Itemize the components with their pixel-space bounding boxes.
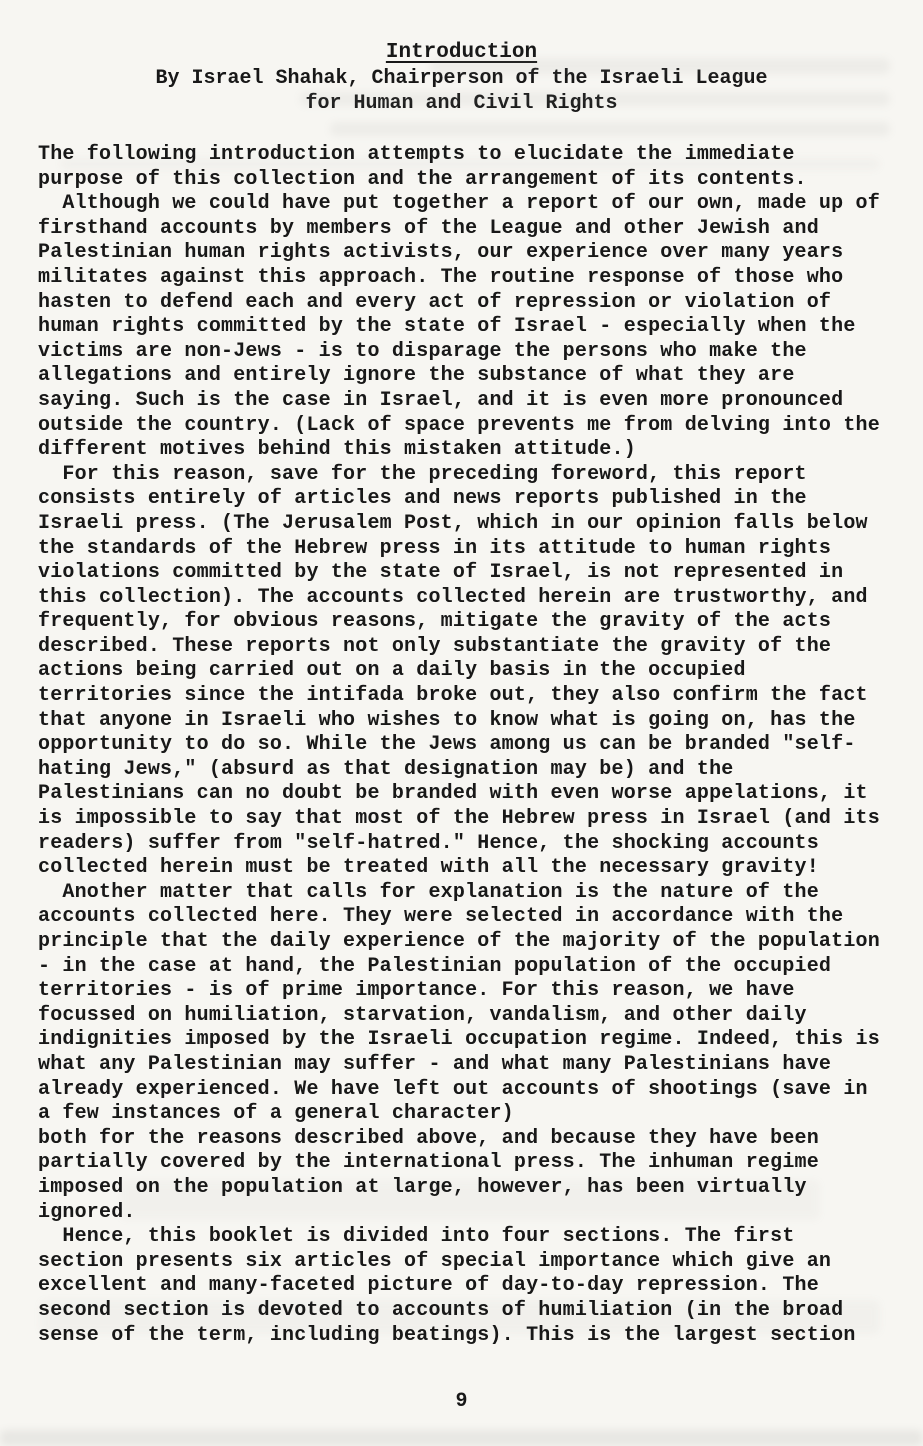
byline-line-1: By Israel Shahak, Chairperson of the Israeli League (155, 67, 768, 90)
text-line: indignities imposed by the Israeli occupation regime. Indeed, this is (38, 1028, 880, 1052)
text-line: territories since the intifada broke out, they also confirm the fact (38, 684, 868, 708)
text-line: ignored. (38, 1200, 136, 1224)
text-line: opportunity to do so. While the Jews among us can be branded "self- (38, 733, 856, 757)
text-line: frequently, for obvious reasons, mitigate the gravity of the acts (38, 610, 832, 634)
text-line: purpose of this collection and the arrangement of its contents. (38, 167, 807, 191)
text-line: territories - is of prime importance. For this reason, we have (38, 979, 795, 1003)
text-line: sense of the term, including beatings). This is the largest section (38, 1323, 856, 1347)
text-line: imposed on the population at large, however, has been virtually (38, 1175, 807, 1199)
text-line: The following introduction attempts to elucidate the immediate (38, 143, 795, 166)
text-line: described. These reports not only substantiate the gravity of the (38, 634, 832, 658)
text-line: a few instances of a general character) (38, 1102, 514, 1126)
text-line: Palestinians can no doubt be branded with even worse appelations, it (38, 782, 868, 806)
scan-edge-shadow (0, 1430, 923, 1446)
document-title: Introduction (385, 41, 538, 64)
text-line: that anyone in Israeli who wishes to know what is going on, has the (38, 708, 856, 732)
text-line: Israeli press. (The Jerusalem Post, which in our opinion falls below (38, 511, 868, 535)
text-line: victims are non-Jews - is to disparage the persons who make the (38, 339, 807, 363)
text-line: already experienced. We have left out accounts of shootings (save in (38, 1077, 868, 1101)
text-line: For this reason, save for the preceding foreword, this report (38, 462, 807, 486)
text-line: section presents six articles of special importance which give an (38, 1249, 832, 1273)
text-line: readers) suffer from "self-hatred." Hence, the shocking accounts (38, 831, 819, 855)
text-line: violations committed by the state of Israel, is not represented in (38, 561, 844, 585)
body-text (38, 143, 898, 1348)
text-line: Although we could have put together a report of our own, made up of (38, 192, 880, 216)
text-line: actions being carried out on a daily basis in the occupied (38, 659, 746, 683)
text-line: outside the country. (Lack of space prevents me from delving into the (38, 413, 880, 437)
text-line: both for the reasons described above, and because they have been (38, 1126, 819, 1150)
page-title (0, 0, 923, 66)
text-line: partially covered by the international press. The inhuman regime (38, 1151, 819, 1175)
text-line: consists entirely of articles and news reports published in the (38, 487, 807, 511)
bleedthrough-artifact (330, 122, 890, 136)
text-line: the standards of the Hebrew press in its attitude to human rights (38, 536, 832, 560)
text-line: focussed on humiliation, starvation, vandalism, and other daily (38, 1003, 807, 1027)
text-line: collected herein must be treated with all the necessary gravity! (38, 856, 819, 880)
text-line: hasten to defend each and every act of repression or violation of (38, 290, 832, 314)
text-line: allegations and entirely ignore the substance of what they are (38, 364, 795, 388)
text-line: human rights committed by the state of Israel - especially when the (38, 315, 856, 339)
text-line: Hence, this booklet is divided into four sections. The first (38, 1225, 795, 1249)
page-number: 9 (455, 1390, 468, 1413)
text-line: this collection). The accounts collected herein are trustworthy, and (38, 585, 868, 609)
text-line: Another matter that calls for explanation is the nature of the (38, 880, 819, 904)
text-line: firsthand accounts by members of the League and other Jewish and (38, 216, 819, 240)
text-line: hating Jews," (absurd as that designation may be) and the (38, 757, 734, 781)
text-line: second section is devoted to accounts of humiliation (in the broad (38, 1298, 844, 1322)
text-line: accounts collected here. They were selected in accordance with the (38, 905, 844, 929)
byline-line-2: for Human and Civil Rights (305, 92, 618, 115)
text-line: militates against this approach. The routine response of those who (38, 265, 844, 289)
text-line: saying. Such is the case in Israel, and it is even more pronounced (38, 388, 844, 412)
text-line: different motives behind this mistaken attitude.) (38, 438, 636, 462)
text-line: principle that the daily experience of the majority of the population (38, 930, 880, 953)
text-line: what any Palestinian may suffer - and what many Palestinians have (38, 1052, 832, 1076)
text-line: - in the case at hand, the Palestinian population of the occupied (38, 954, 832, 978)
text-line: excellent and many-faceted picture of day-to-day repression. The (38, 1274, 819, 1298)
text-line: is impossible to say that most of the Hebrew press in Israel (and its (38, 807, 880, 831)
text-line: Palestinian human rights activists, our experience over many years (38, 241, 844, 265)
